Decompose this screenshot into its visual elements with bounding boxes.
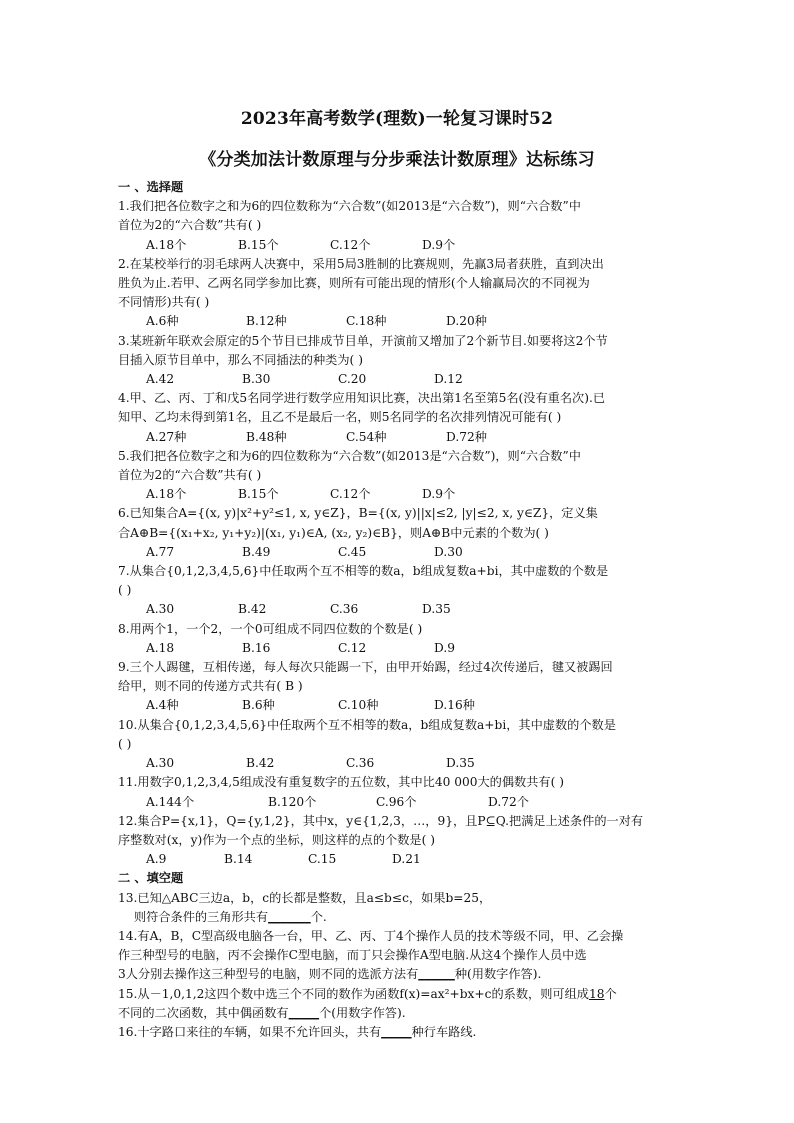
option-c: C.20 bbox=[338, 372, 367, 387]
document-subtitle: 《分类加法计数原理与分步乘法计数原理》达标练习 bbox=[199, 150, 595, 170]
option-b: B.30 bbox=[242, 372, 271, 387]
question-stem: 7.从集合{0,1,2,3,4,5,6}中任取两个互不相等的数a，b组成复数a+bi，其中虚数的个数是 ( ) bbox=[118, 564, 609, 598]
option-b: B.15个 bbox=[238, 237, 279, 252]
option-c: C.36 bbox=[346, 756, 375, 771]
section-heading-choice: 一 、选择题 bbox=[118, 180, 184, 194]
options bbox=[118, 754, 704, 773]
answer-blank: _______ bbox=[268, 909, 311, 924]
option-d: D.9 bbox=[434, 640, 455, 655]
question-1 bbox=[118, 197, 704, 255]
question-stem: 14.有A，B，C型高级电脑各一台，甲、乙、丙、丁4个操作人员的技术等级不同，甲、乙会操 作三种型号的电脑，丙不会操作C型电脑，而丁只会操作A型电脑.从这4个操作人员中选 3人分别去操作这三种型号的电脑，则不同的选派方法有______种(用数字作答). bbox=[118, 928, 624, 982]
question-8 bbox=[118, 620, 704, 658]
question-11 bbox=[118, 773, 704, 811]
option-c: C.12 bbox=[338, 640, 367, 655]
option-d: D.12 bbox=[434, 372, 463, 387]
option-c: C.10种 bbox=[338, 698, 379, 713]
option-c: C.96个 bbox=[376, 794, 417, 809]
option-d: D.35 bbox=[422, 602, 451, 617]
question-3 bbox=[118, 332, 704, 390]
question-stem: 8.用两个1，一个2，一个0可组成不同四位数的个数是( ) bbox=[118, 621, 423, 636]
option-b: B.14 bbox=[224, 852, 253, 867]
option-b: B.49 bbox=[242, 544, 271, 559]
option-b: B.48种 bbox=[246, 429, 287, 444]
question-stem: 10.从集合{0,1,2,3,4,5,6}中任取两个互不相等的数a，b组成复数a+bi，其中虚数的个数是 ( ) bbox=[118, 717, 616, 751]
option-c: C.12个 bbox=[330, 487, 371, 502]
question-content bbox=[118, 178, 704, 1042]
option-a: A.18个 bbox=[146, 237, 187, 252]
option-b: B.15个 bbox=[238, 487, 279, 502]
question-16 bbox=[118, 1023, 704, 1042]
options bbox=[118, 236, 704, 255]
option-d: D.72种 bbox=[446, 429, 487, 444]
question-10 bbox=[118, 716, 704, 774]
option-b: B.16 bbox=[242, 640, 271, 655]
question-stem: 6.已知集合A={(x, y)|x²+y²≤1, x, y∈Z}，B={(x, y)||x|≤2, |y|≤2, x, y∈Z}，定义集 合A⊕B={(x₁+x₂, y₁+y₂)|(x₁, y₁)∈A, (x₂, y₂)∈B}，则A⊕B中元素的个数为( ) bbox=[118, 506, 598, 540]
option-c: C.36 bbox=[330, 602, 359, 617]
option-d: D.21 bbox=[392, 852, 421, 867]
question-stem: 5.我们把各位数字之和为6的四位数称为“六合数”(如2013是“六合数”)，则“六合数”中 首位为2的“六合数”共有( ) bbox=[118, 448, 581, 483]
option-b: B.6种 bbox=[242, 698, 275, 713]
option-c: C.12个 bbox=[330, 237, 371, 252]
option-a: A.18个 bbox=[146, 487, 187, 502]
options bbox=[118, 639, 704, 658]
answer-blank: ______ bbox=[418, 967, 455, 982]
option-a: A.30 bbox=[146, 756, 175, 771]
question-5 bbox=[118, 447, 704, 505]
options bbox=[118, 485, 704, 504]
options bbox=[118, 543, 704, 562]
question-stem: 15.从－1,0,1,2这四个数中选三个不同的数作为函数f(x)=ax²+bx+c的系数，则可组成18个 不同的二次函数，其中偶函数有_____个(用数字作答). bbox=[118, 986, 617, 1020]
question-stem: 2.在某校举行的羽毛球两人决赛中，采用5局3胜制的比赛规则，先赢3局者获胜，直到决出 胜负为止.若甲、乙两名同学参加比赛，则所有可能出现的情形(个人输赢局次的不同视为 不同情形)共有( ) bbox=[118, 256, 604, 310]
option-d: D.9个 bbox=[422, 487, 456, 502]
options bbox=[118, 850, 704, 869]
option-d: D.9个 bbox=[422, 237, 456, 252]
option-b: B.120个 bbox=[268, 794, 317, 809]
question-2 bbox=[118, 255, 704, 332]
answer-blank: _____ bbox=[288, 1005, 320, 1020]
option-a: A.6种 bbox=[146, 314, 179, 329]
option-a: A.18 bbox=[146, 640, 175, 655]
option-c: C.45 bbox=[338, 544, 367, 559]
question-stem: 9.三个人踢毽，互相传递，每人每次只能踢一下，由甲开始踢，经过4次传递后，毽又被踢回 给甲，则不同的传递方式共有( B ) bbox=[118, 660, 613, 694]
question-stem: 1.我们把各位数字之和为6的四位数称为“六合数”(如2013是“六合数”)，则“六合数”中 首位为2的“六合数”共有( ) bbox=[118, 199, 581, 233]
option-d: D.16种 bbox=[434, 698, 475, 713]
option-c: C.54种 bbox=[346, 429, 387, 444]
option-a: A.144个 bbox=[146, 794, 195, 809]
option-a: A.27种 bbox=[146, 429, 187, 444]
question-4 bbox=[118, 389, 704, 447]
question-9 bbox=[118, 658, 704, 716]
option-d: D.30 bbox=[434, 544, 463, 559]
option-a: A.30 bbox=[146, 602, 175, 617]
option-a: A.4种 bbox=[146, 698, 179, 713]
option-c: C.18种 bbox=[346, 314, 387, 329]
question-12 bbox=[118, 812, 704, 870]
question-stem: 16.十字路口来往的车辆，如果不允许回头，共有_____种行车路线. bbox=[118, 1024, 477, 1039]
option-d: D.35 bbox=[446, 756, 475, 771]
document-title: 2023年高考数学(理数)一轮复习课时52 bbox=[240, 109, 554, 129]
question-14 bbox=[118, 927, 704, 985]
option-b: B.42 bbox=[246, 756, 275, 771]
options bbox=[118, 600, 704, 619]
question-stem: 13.已知△ABC三边a，b，c的长都是整数，且a≤b≤c，如果b=25， 则符合条件的三角形共有_______个. bbox=[118, 890, 492, 924]
options bbox=[118, 312, 704, 331]
section-heading-fill-blank: 二 、填空题 bbox=[118, 871, 184, 886]
question-stem: 12.集合P={x,1}，Q={y,1,2}，其中x，y∈{1,2,3，…，9}，且P⊆Q.把满足上述条件的一对有 序整数对(x，y)作为一个点的坐标，则这样的点的个数是( ) bbox=[118, 813, 644, 847]
option-d: D.72个 bbox=[488, 794, 529, 809]
question-7 bbox=[118, 562, 704, 620]
question-6 bbox=[118, 504, 704, 562]
option-a: A.9 bbox=[146, 852, 167, 867]
question-stem: 4.甲、乙、丙、丁和戊5名同学进行数学应用知识比赛，决出第1名至第5名(没有重名次).已 知甲、乙均未得到第1名，且乙不是最后一名，则5名同学的名次排列情况可能有( ) bbox=[118, 391, 606, 425]
answer-blank: _____ bbox=[381, 1024, 412, 1039]
option-b: B.12种 bbox=[246, 314, 287, 329]
option-c: C.15 bbox=[308, 852, 337, 867]
answer-underlined: 18 bbox=[588, 986, 605, 1001]
options bbox=[118, 370, 704, 389]
option-b: B.42 bbox=[238, 602, 267, 617]
option-a: A.42 bbox=[146, 372, 175, 387]
option-d: D.20种 bbox=[446, 314, 487, 329]
options bbox=[118, 793, 704, 812]
options bbox=[118, 696, 704, 715]
option-a: A.77 bbox=[146, 544, 175, 559]
options bbox=[118, 428, 704, 447]
question-13 bbox=[118, 889, 704, 927]
question-stem: 3.某班新年联欢会原定的5个节目已排成节目单，开演前又增加了2个新节目.如要将这2个节 目插入原节目单中，那么不同插法的种类为( ) bbox=[118, 333, 608, 367]
question-stem: 11.用数字0,1,2,3,4,5组成没有重复数字的五位数，其中比40 000大的偶数共有( ) bbox=[118, 775, 564, 790]
question-15 bbox=[118, 985, 704, 1023]
